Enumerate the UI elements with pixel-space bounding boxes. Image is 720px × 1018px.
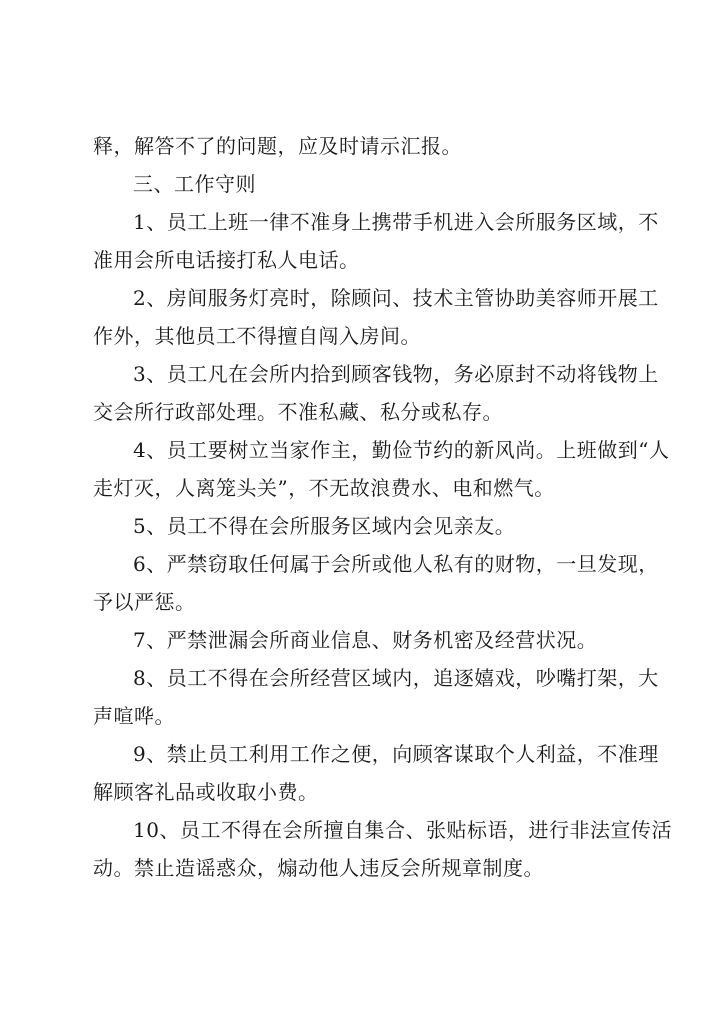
rule-6-line-1: 6、严禁窃取任何属于会所或他人私有的财物，一旦发现，: [133, 552, 659, 576]
rule-5-line-1: 5、员工不得在会所服务区域内会见亲友。: [133, 514, 516, 538]
rule-6-line-2: 予以严惩。: [93, 590, 196, 614]
rule-2-line-1: 2、房间服务灯亮时，除顾问、技术主管协助美容师开展工: [133, 286, 659, 310]
rule-8-line-1: 8、员工不得在会所经营区域内，追逐嬉戏，吵嘴打架，大: [133, 666, 659, 690]
rule-8-line-2: 声喧哗。: [93, 704, 175, 728]
rule-4-line-1: 4、员工要树立当家作主，勤俭节约的新风尚。上班做到“人: [133, 438, 670, 462]
rule-1-line-2: 准用会所电话接打私人电话。: [93, 248, 360, 272]
rule-10-line-1: 10、员工不得在会所擅自集合、张贴标语，进行非法宣传活: [133, 818, 672, 842]
rule-10-line-2: 动。禁止造谣惑众，煽动他人违反会所规章制度。: [93, 856, 544, 880]
document-body: [93, 127, 672, 887]
rule-3-line-1: 3、员工凡在会所内拾到顾客钱物，务必原封不动将钱物上: [133, 362, 659, 386]
rule-9-line-1: 9、禁止员工利用工作之便，向顾客谋取个人利益，不准理: [133, 742, 659, 766]
rule-9-line-2: 解顾客礼品或收取小费。: [93, 780, 319, 804]
rule-3-line-2: 交会所行政部处理。不准私藏、私分或私存。: [93, 400, 503, 424]
rule-7-line-1: 7、严禁泄漏会所商业信息、财务机密及经营状况。: [133, 628, 598, 652]
section-heading-work-rules: 三、工作守则: [133, 172, 256, 196]
paragraph-continuation-line: 释，解答不了的问题，应及时请示汇报。: [93, 134, 462, 158]
rule-1-line-1: 1、员工上班一律不准身上携带手机进入会所服务区域，不: [133, 210, 659, 234]
rule-4-line-2: 走灯灭，人离笼头关”，不无故浪费水、电和燃气。: [93, 476, 555, 500]
rule-2-line-2: 作外，其他员工不得擅自闯入房间。: [93, 324, 421, 348]
